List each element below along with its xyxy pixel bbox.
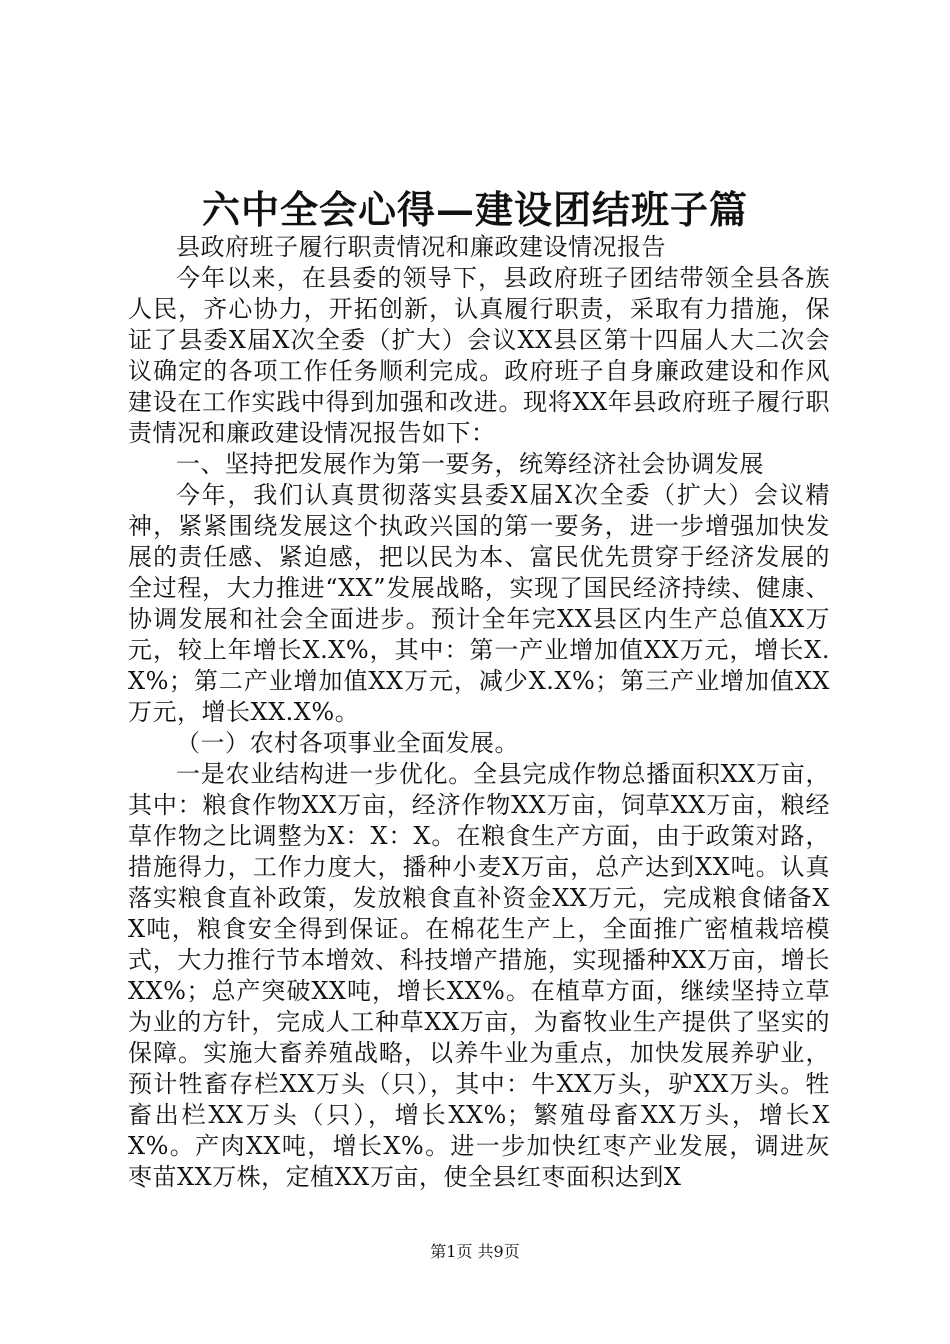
subsection-heading-1: （一）农村各项事业全面发展。 bbox=[176, 729, 519, 757]
report-heading: 县政府班子履行职责情况和廉政建设情况报告 bbox=[176, 233, 666, 261]
document-title: 六中全会心得—建设团结班子篇 bbox=[201, 187, 748, 232]
page-footer: 第1页 共9页 bbox=[430, 1242, 520, 1261]
document-body bbox=[128, 232, 830, 1193]
intro-paragraph: 今年以来，在县委的领导下，县政府班子团结带领全县各族人民，齐心协力，开拓创新，认真履行职责，采取有力措施，保证了县委X届X次全委（扩大）会议XX县区第十四届人大二次会议确定的各项工作任务顺利完成。政府班子自身廉政建设和作风建设在工作实践中得到加强和改进。现将XX年县政府班子履行职责情况和廉政建设情况报告如下： bbox=[128, 264, 830, 447]
section-heading-1: 一、坚持把发展作为第一要务，统筹经济社会协调发展 bbox=[176, 450, 764, 478]
section-paragraph-1: 今年，我们认真贯彻落实县委X届X次全委（扩大）会议精神，紧紧围绕发展这个执政兴国的第一要务，进一步增强加快发展的责任感、紧迫感，把以民为本、富民优先贯穿于经济发展的全过程，大力推进“XX”发展战略，实现了国民经济持续、健康、协调发展和社会全面进步。预计全年完XX县区内生产总值XX万元，较上年增长X.X%，其中：第一产业增加值XX万元，增长X.X%；第二产业增加值XX万元，减少X.X%；第三产业增加值XX万元，增长XX.X%。 bbox=[128, 481, 830, 726]
subsection-paragraph-1: 一是农业结构进一步优化。全县完成作物总播面积XX万亩，其中：粮食作物XX万亩，经济作物XX万亩，饲草XX万亩，粮经草作物之比调整为X：X：X。在粮食生产方面，由于政策对路，措施得力，工作力度大，播种小麦X万亩，总产达到XX吨。认真落实粮食直补政策，发放粮食直补资金XX万元，完成粮食储备XX吨，粮食安全得到保证。在棉花生产上，全面推广密植栽培模式，大力推行节本增效、科技增产措施，实现播种XX万亩，增长XX%；总产突破XX吨，增长XX%。在植草方面，继续坚持立草为业的方针，完成人工种草XX万亩，为畜牧业生产提供了坚实的保障。实施大畜养殖战略，以养牛业为重点，加快发展养驴业，预计牲畜存栏XX万头（只），其中：牛XX万头，驴XX万头。牲畜出栏XX万头（只），增长XX%；繁殖母畜XX万头，增长XX%。产肉XX吨，增长X%。进一步加快红枣产业发展，调进灰枣苗XX万株，定植XX万亩，使全县红枣面积达到X bbox=[128, 760, 830, 1191]
